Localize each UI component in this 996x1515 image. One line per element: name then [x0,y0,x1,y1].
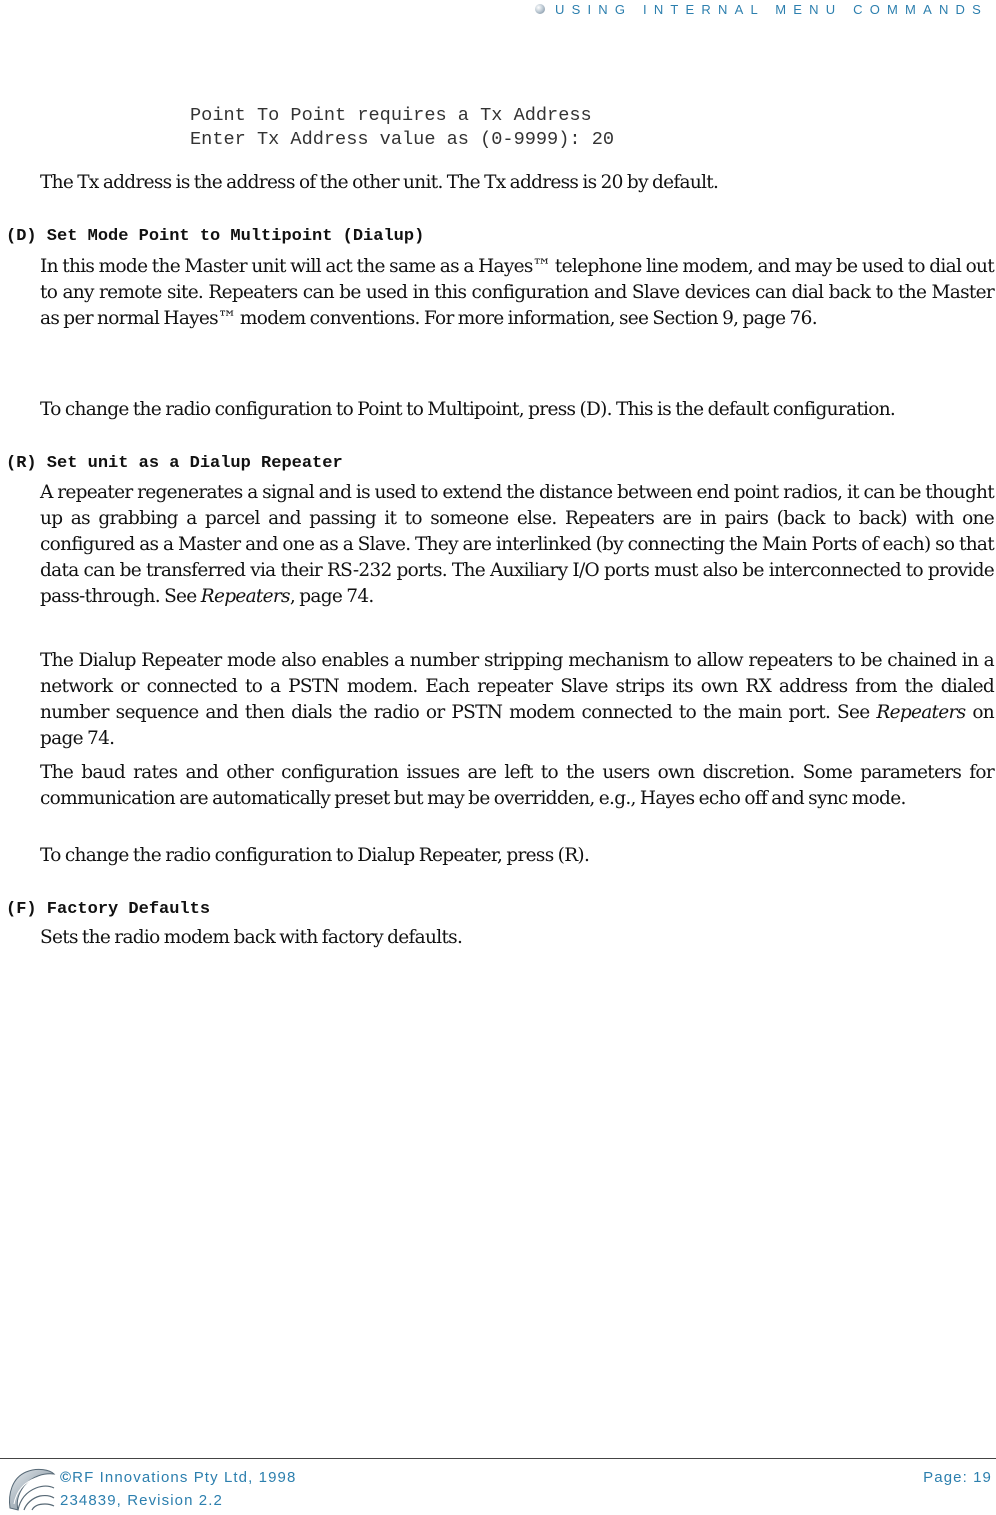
paragraph-baud-rates: The baud rates and other configuration issues are left to the users own discretion. Some parameters for communication are automatically preset but may be overridden, e.g., Hayes echo off and sync mode. [40,762,994,809]
section-title: USING INTERNAL MENU COMMANDS [555,1,988,17]
repeaters-reference-link[interactable]: Repeaters [876,702,966,723]
code-line: Point To Point requires a Tx Address [190,105,592,126]
footer-divider [0,1458,996,1459]
paragraph-text: A repeater regenerates a signal and is used to extend the distance between end point radios, it can be thought up as grabbing a parcel and passing it to someone else. Repeaters are in pairs (back to back) with one configured as a Master and one as a Slave. They are interlinked (by connecting the Main Ports of each) so that data can be transferred via their RS-232 ports. The Auxiliary I/O ports must also be interconnected to provide pass-through. See [40,482,994,607]
code-example [190,104,614,152]
bullet-icon [535,4,545,14]
company-logo-icon [4,1464,56,1512]
paragraph-factory-defaults: Sets the radio modem back with factory defaults. [40,927,463,948]
paragraph-text: The Dialup Repeater mode also enables a number stripping mechanism to allow repeaters to be chained in a network or connected to a PSTN modem. Each repeater Slave strips its own RX address from the dialed number sequence and then dials the radio or PSTN modem connected to the main port. See [40,650,994,723]
paragraph-text: on page 74. [40,702,994,749]
footer-left [60,1466,296,1512]
page-number: Page: 19 [923,1469,992,1486]
copyright-text: RF Innovations Pty Ltd, 1998 [72,1469,297,1486]
document-number: 234839, Revision 2.2 [60,1492,223,1509]
paragraph-repeater-instruction: To change the radio configuration to Dialup Repeater, press (R). [40,845,590,866]
heading-factory-defaults: (F) Factory Defaults [6,900,211,919]
repeaters-reference-link[interactable]: Repeaters [200,586,290,607]
heading-dialup-repeater: (R) Set unit as a Dialup Repeater [6,454,343,473]
copyright-icon: © [60,1469,73,1486]
heading-set-mode-point-to-multipoint: (D) Set Mode Point to Multipoint (Dialup) [6,227,425,246]
copyright-line [60,1466,296,1489]
running-header [535,0,988,18]
code-line: Enter Tx Address value as (0-9999): 20 [190,129,615,150]
paragraph-multipoint-description: In this mode the Master unit will act the same as a Hayes™ telephone line modem, and may be used to dial out to any remote site. Repeaters can be used in this configuration and Slave devices can dial back to the Master as per normal Hayes™ modem conventions. For more information, see Section 9, page 76. [40,256,994,329]
paragraph-text: , page 74. [289,586,374,607]
paragraph-number-stripping [40,648,994,752]
tx-address-paragraph: The Tx address is the address of the other unit. The Tx address is 20 by default. [40,172,719,193]
paragraph-multipoint-instruction: To change the radio configuration to Point to Multipoint, press (D). This is the default configuration. [40,399,896,420]
paragraph-repeater-description [40,480,994,610]
